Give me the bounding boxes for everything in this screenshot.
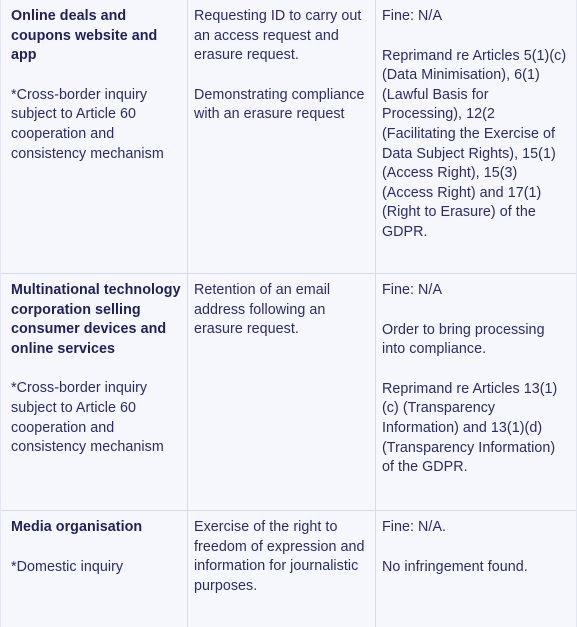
outcome-cell: [376, 0, 577, 273]
issues-cell: [188, 511, 376, 627]
fine-text: Fine: N/A.: [382, 519, 447, 535]
outcome-cell: [376, 274, 577, 510]
issues-cell: [188, 0, 376, 273]
table-row: [0, 274, 577, 510]
reprimand-text: Reprimand re Articles 13(1)(c) (Transparency Information) and 13(1)(d) (Transparency Information) of the GDPR.: [382, 380, 558, 476]
issue-text: Retention of an email address following an erasure request.: [194, 282, 331, 338]
finding-text: No infringement found.: [382, 558, 528, 575]
inquiry-note: *Cross-border inquiry subject to Article 60 cooperation and consistency mechanism: [11, 86, 164, 162]
organisation-name: Online deals and coupons website and app: [11, 8, 158, 64]
organisation-cell: [0, 511, 188, 627]
table-left-border: [0, 0, 1, 627]
order-text: Order to bring processing into compliance.: [382, 321, 545, 358]
organisation-cell: [0, 0, 188, 273]
fine-text: Fine: N/A: [382, 8, 443, 24]
organisation-name: Media organisation: [11, 519, 143, 535]
table-row: [0, 511, 577, 627]
reprimand-text: Reprimand re Articles 5(1)(c) (Data Minimisation), 6(1) (Lawful Basis for Processing), 12(2 (Facilitating the Exercise of Data Subject Rights), 15(1) (Access Right), 15(3) (Access Right) and 17(1) (Right to Erasure) of the GDPR.: [382, 47, 567, 240]
issue-text: Demonstrating compliance with an erasure request: [194, 86, 365, 123]
organisation-name: Multinational technology corporation selling consumer devices and online services: [11, 282, 181, 357]
issue-text: Requesting ID to carry out an access request and erasure request.: [194, 8, 362, 64]
outcome-cell: [376, 511, 577, 627]
inquiry-note: *Cross-border inquiry subject to Article 60 cooperation and consistency mechanism: [11, 380, 164, 456]
issue-text: Exercise of the right to freedom of expression and information for journalistic purposes.: [194, 519, 365, 594]
organisation-cell: [0, 274, 188, 510]
fine-text: Fine: N/A: [382, 282, 443, 298]
table-row: [0, 0, 577, 273]
inquiry-note: *Domestic inquiry: [11, 558, 124, 575]
issues-cell: [188, 274, 376, 510]
